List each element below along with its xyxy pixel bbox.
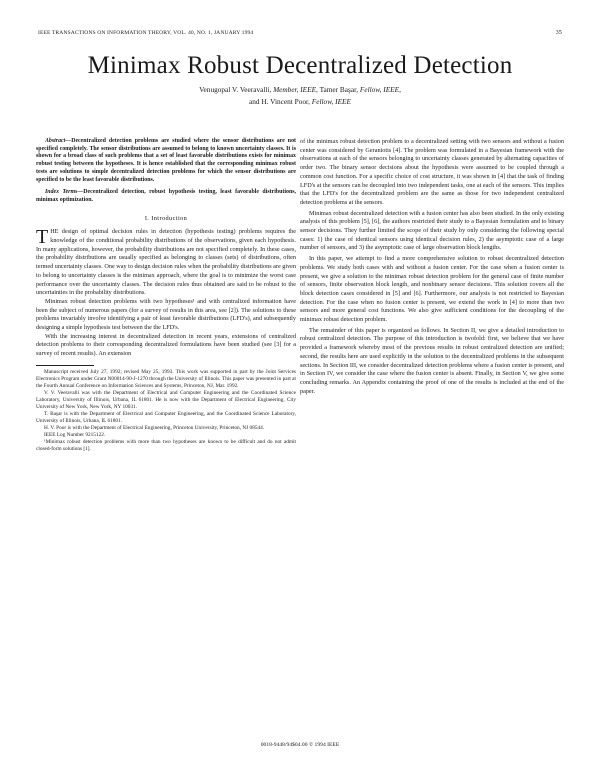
author-list: [0, 84, 600, 108]
left-column: [36, 138, 296, 453]
abstract: [36, 138, 296, 184]
abstract-text: —Decentralized detection problems are studied where the sensor distributions are not specified completely. The sensor distributions are assumed to belong to known uncertainty classes. It is shown for a broad class of such problems that a set of least favorable distributions exists for minimax robust testing between the hypotheses. It is hence established that the corresponding minimax robust tests are solutions to simple decentralized detection problems for which the sensor distributions are specified to be the least favorable distributions.: [36, 138, 296, 183]
author-line-2: [0, 96, 600, 108]
page-number: 35: [555, 30, 562, 36]
author-role: Fellow, IEEE: [311, 97, 351, 106]
introduction: [36, 228, 296, 359]
drop-cap: T: [36, 226, 49, 249]
author-role: Member, IEEE: [273, 85, 317, 94]
intro-paragraph-3: With the increasing interest in decentralized detection in recent years, extensions of centralized detection problems to their corresponding decentralized formulations have been studied (see [3] for a survey of recent results). An extension: [36, 332, 296, 358]
intro-paragraph-1-text: HE design of optimal decision rules in detection (hypothesis testing) problems requires the knowledge of the conditional probability distributions of the observations, given each hypothesis. In many applications, however, the probability distributions are not specified completely. In these cases, the probability distributions are usually specified as belonging to classes (sets) of distributions, often termed uncertainty classes. One way to design decision rules when the probability distributions are given to belong to uncertainty classes is the minimax approach, where the goal is to minimize the worst case performance over the uncertainty classes. The decision rules thus obtained are said to be robust to the uncertainties in the probability distributions.: [36, 228, 296, 297]
index-terms-lead: Index Terms: [45, 189, 78, 196]
footnote-ieee-log: IEEE Log Number 9215122.: [44, 431, 106, 438]
right-column: [300, 138, 564, 396]
right-paragraph-4: The remainder of this paper is organized as follows. In Section II, we give a detailed introduction to robust centralized detection. The purpose of this introduction is twofold: first, we believe that we have provided a framework whereby most of the previous results in robust centralized detection are unified; second, the results here are used explicitly in the solution to the decentralized problems in the subsequent sections. In Section III, we consider decentralized detection problems where a fusion center is present, and in Section IV, we consider the case where the fusion center is absent. Finally, in Section V, we give some concluding remarks. An Appendix containing the proof of one of the results is included at the end of the paper.: [300, 326, 564, 395]
author-separator: ,: [399, 85, 401, 94]
intro-paragraph-2: Minimax robust detection problems with two hypotheses¹ and with centralized information have been the subject of numerous papers (for a survey of results in this area, see [2]). The solutions to these problems invariably involve identifying a pair of least favorable distributions (LFD's), and subsequently designing a simple hypothesis test between the the LFD's.: [36, 297, 296, 332]
author-veeravalli: Venugopal V. Veeravalli,: [199, 85, 274, 94]
intro-paragraph-1: [36, 228, 296, 298]
paper-title: Minimax Robust Decentralized Detection: [87, 52, 513, 79]
abstract-lead: Abstract: [45, 138, 66, 144]
right-paragraph-2: Minimax robust decentralized detection with a fusion center has also been studied. In the only existing analysis of this problem [5], [6], the authors restricted their study to a Bayesian formulation and to binary sensor decisions. They further limited the scope of their study by only considering the following special cases: 1) the case of identical sensors using identical decision rules, 2) the asymptotic case of a large number of sensors, and 3) the asymptotic case of large observation block lengths.: [300, 209, 564, 252]
author-poor: and H. Vincent Poor,: [249, 97, 312, 106]
footnote-manuscript: Manuscript received July 27, 1992; revised May 25, 1993. This work was supported in part by the Joint Services Electronics Program under Grant N00014-90-J-1270 through the University of Illinois. This paper was presented in part at the Fourth Annual Conference on Information Sciences and Systems, Princeton, NJ, Mar. 1992.: [36, 368, 296, 389]
running-header: [38, 30, 562, 42]
index-terms: [36, 189, 296, 204]
footnote-divider: [36, 365, 94, 366]
right-paragraph-3: In this paper, we attempt to find a more comprehensive solution to robust decentralized detection problems. We study both cases with and without a fusion center. For the case when a fusion center is present, we give a solution to the minimax robust detection problem for the general case of finite number of sensors, finite observation block length, and nonbinary sensor decisions. This solution covers all the block detection cases considered in [5] and [6]. Furthermore, our analysis is not restricted to Bayesian detection. For the case when no fusion center is present, we extend the work in [4] to more than two sensors and more general cost functions. We also give sufficient conditions for the decoupling of the minimax robust detection problem.: [300, 255, 564, 324]
running-head: IEEE TRANSACTIONS ON INFORMATION THEORY, VOL. 40, NO. 1, JANUARY 1994: [38, 30, 254, 36]
footnote-1: ¹Minimax robust detection problems with more than two hypotheses are known to be difficult and do not admit closed-form solutions [1].: [36, 438, 296, 452]
author-role: Fellow, IEEE: [359, 85, 400, 94]
footnote-affiliation-basar: T. Başar is with the Department of Electrical and Computer Engineering, and the Coordinated Science Laboratory, University of Illinois, Urbana, IL 61801.: [36, 410, 296, 424]
copyright-footer: 0018-9448/94$04.00 © 1994 IEEE: [260, 742, 340, 748]
author-basar: , Tamer Başar,: [316, 85, 360, 94]
footnote-affiliation-poor: H. V. Poor is with the Department of Electrical Engineering, Princeton University, Princeton, NJ 08544.: [44, 424, 265, 431]
index-terms-text: —Decentralized detection, robust hypothesis testing, least favorable distributions, minimax optimization.: [36, 189, 296, 203]
section-heading-introduction: I. Introduction: [144, 214, 188, 222]
footnotes: [36, 369, 296, 453]
author-line-1: [0, 84, 600, 96]
footnote-affiliation-veeravalli: V. V. Veeravalli was with the Department of Electrical and Computer Engineering and the Coordinated Science Laboratory, University of Illinois, Urbana, IL 61801. He is now with the Department of Electrical Engineering, City University of New York, New York, NY 10031.: [36, 389, 296, 410]
right-paragraph-1: of the minimax robust detection problem to a decentralized setting with two sensors and without a fusion center was considered by Geraniotis [4]. The problem was formulated in a Bayesian framework with the observations at each of the sensors belonging to uncertainty classes generated by alternating capacities of order two. The binary sensor decisions about the hypothesis were assumed to be coupled through a common cost function. For a specific choice of cost structure, it was shown in [4] that the task of finding LFD's at the sensors can be decoupled into two independent tasks, one at each of the sensors. This implies that the LFD's for the decentralized problem are the same as those for two independent centralized detection problems at the sensors.: [300, 138, 564, 206]
